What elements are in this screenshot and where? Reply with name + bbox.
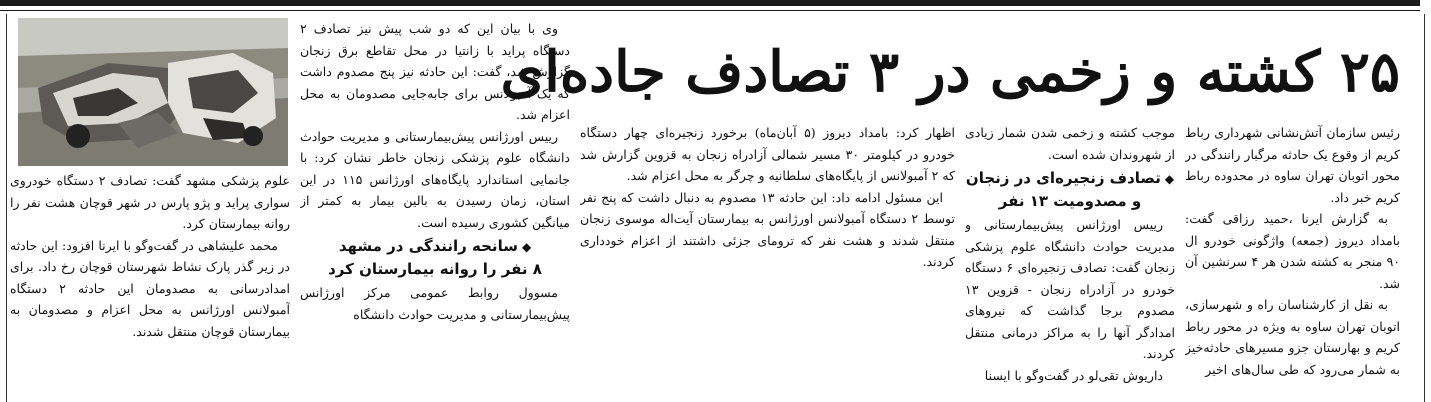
crash-photo	[18, 18, 288, 166]
column-1	[1185, 122, 1400, 402]
paragraph: رئیس سازمان آتش‌نشانی شهرداری رباط کریم از وقوع یک حادثه مرگبار رانندگی در محور اتوبان تهران ساوه در محدوده رباط کریم خبر داد.	[1185, 125, 1400, 205]
crash-photo-image	[18, 18, 288, 166]
column-5	[10, 170, 290, 402]
paragraph: علوم پزشکی مشهد گفت: تصادف ۲ دستگاه خودروی سواری پراید و پژو پارس در شهر قوچان هشت نفر را روانه بیمارستان کرد.	[10, 173, 290, 231]
diamond-bullet-icon: ◆	[521, 240, 532, 254]
subheading-mashhad: ◆سانحه رانندگی در مشهد ۸ نفر را روانه بیمارستان کرد	[328, 237, 542, 278]
paragraph: مسوول روابط عمومی مرکز اورژانس پیش‌بیمارستانی و مدیریت حوادث دانشگاه	[300, 285, 570, 322]
paragraph: به گزارش ایرنا ،حمید رزاقی گفت: بامداد دیروز (جمعه) واژگونی خودرو ال ۹۰ منجر به کشته شدن هر ۴ سرنشین آن شد.	[1185, 211, 1400, 291]
column-4	[300, 18, 570, 402]
top-rule	[0, 0, 1420, 6]
paragraph: اظهار کرد: بامداد دیروز (۵ آبان‌ماه) برخورد زنجیره‌ای چهار دستگاه خودرو در کیلومتر ۳۰ مسیر شمالی آزادراه زنجان به قزوین گزارش شد که ۲ آمبولانس از پایگاه‌های سلطانیه و چرگر به محل اعزام شد.	[580, 125, 955, 183]
article-headline: ۲۵ کشته و زخمی در ۳ تصادف جاده‌ای	[500, 39, 1400, 105]
column-2	[965, 122, 1175, 402]
column-3	[580, 122, 955, 402]
left-edge-rule	[6, 14, 7, 402]
paragraph: رییس اورژانس پیش‌بیمارستانی و مدیریت حوادث دانشگاه علوم پزشکی زنجان خاطر نشان کرد: با جانمایی استاندارد پایگاه‌های اورژانس ۱۱۵ در این استان، زمان رسیدن به بالین بیمار به کمتر از میانگین کشوری رسیده است.	[300, 128, 570, 230]
subheading-zanjan: ◆تصادف زنجیره‌ای در زنجان و مصدومیت ۱۳ نفر	[965, 169, 1175, 210]
top-thin-rule	[0, 10, 1420, 11]
diamond-bullet-icon: ◆	[1164, 172, 1175, 186]
paragraph: این مسئول ادامه داد: این حادثه ۱۳ مصدوم به دنبال داشت که پنج نفر توسط ۲ دستگاه آمبولانس اورژانس به بیمارستان آیت‌اله موسوی زنجان منتقل شدند و هشت نفر که ترومای جزئی داشتند از اعزام خودداری کردند.	[580, 189, 955, 269]
paragraph: داریوش تقی‌لو در گفت‌وگو با ایسنا	[984, 367, 1163, 383]
right-edge-rule	[1424, 14, 1425, 402]
paragraph: محمد علیشاهی در گفت‌وگو با ایرنا افزود: این حادثه در زیر گذر پارک نشاط شهرستان قوچان رخ داد. برای امدادرسانی به مصدومان این حادثه ۲ دستگاه آمبولانس اورژانس به محل اعزام و مصدومان به بیمارستان قوچان منتقل شدند.	[10, 237, 290, 339]
paragraph: به نقل از کارشناسان راه و شهرسازی، اتوبان تهران ساوه به ویژه در محور رباط کریم و بهارستان جزو مسیرهای حادثه‌خیز به شمار می‌رود که طی سال‌های اخیر	[1185, 297, 1400, 377]
paragraph: وی با بیان این که دو شب پیش نیز تصادف ۲ دستگاه پراید با زانتیا در محل تقاطع برق زنجان گزارش شد، گفت: این حادثه نیز پنج مصدوم داشت که یک آمبولانس برای جابه‌جایی مصدومان به محل اعزام شد.	[300, 21, 570, 122]
paragraph: موجب کشته و زخمی شدن شمار زیادی از شهروندان شده است.	[965, 125, 1175, 162]
paragraph: رییس اورژانس پیش‌بیمارستانی و مدیریت حوادث دانشگاه علوم پزشکی زنجان گفت: تصادف زنجیره‌ای ۶ دستگاه خودرو در آزادراه زنجان - قزوین ۱۳ مصدوم برجا گذاشت که نیروهای امدادگر آنها را به مراکز درمانی منتقل کردند.	[965, 217, 1175, 361]
